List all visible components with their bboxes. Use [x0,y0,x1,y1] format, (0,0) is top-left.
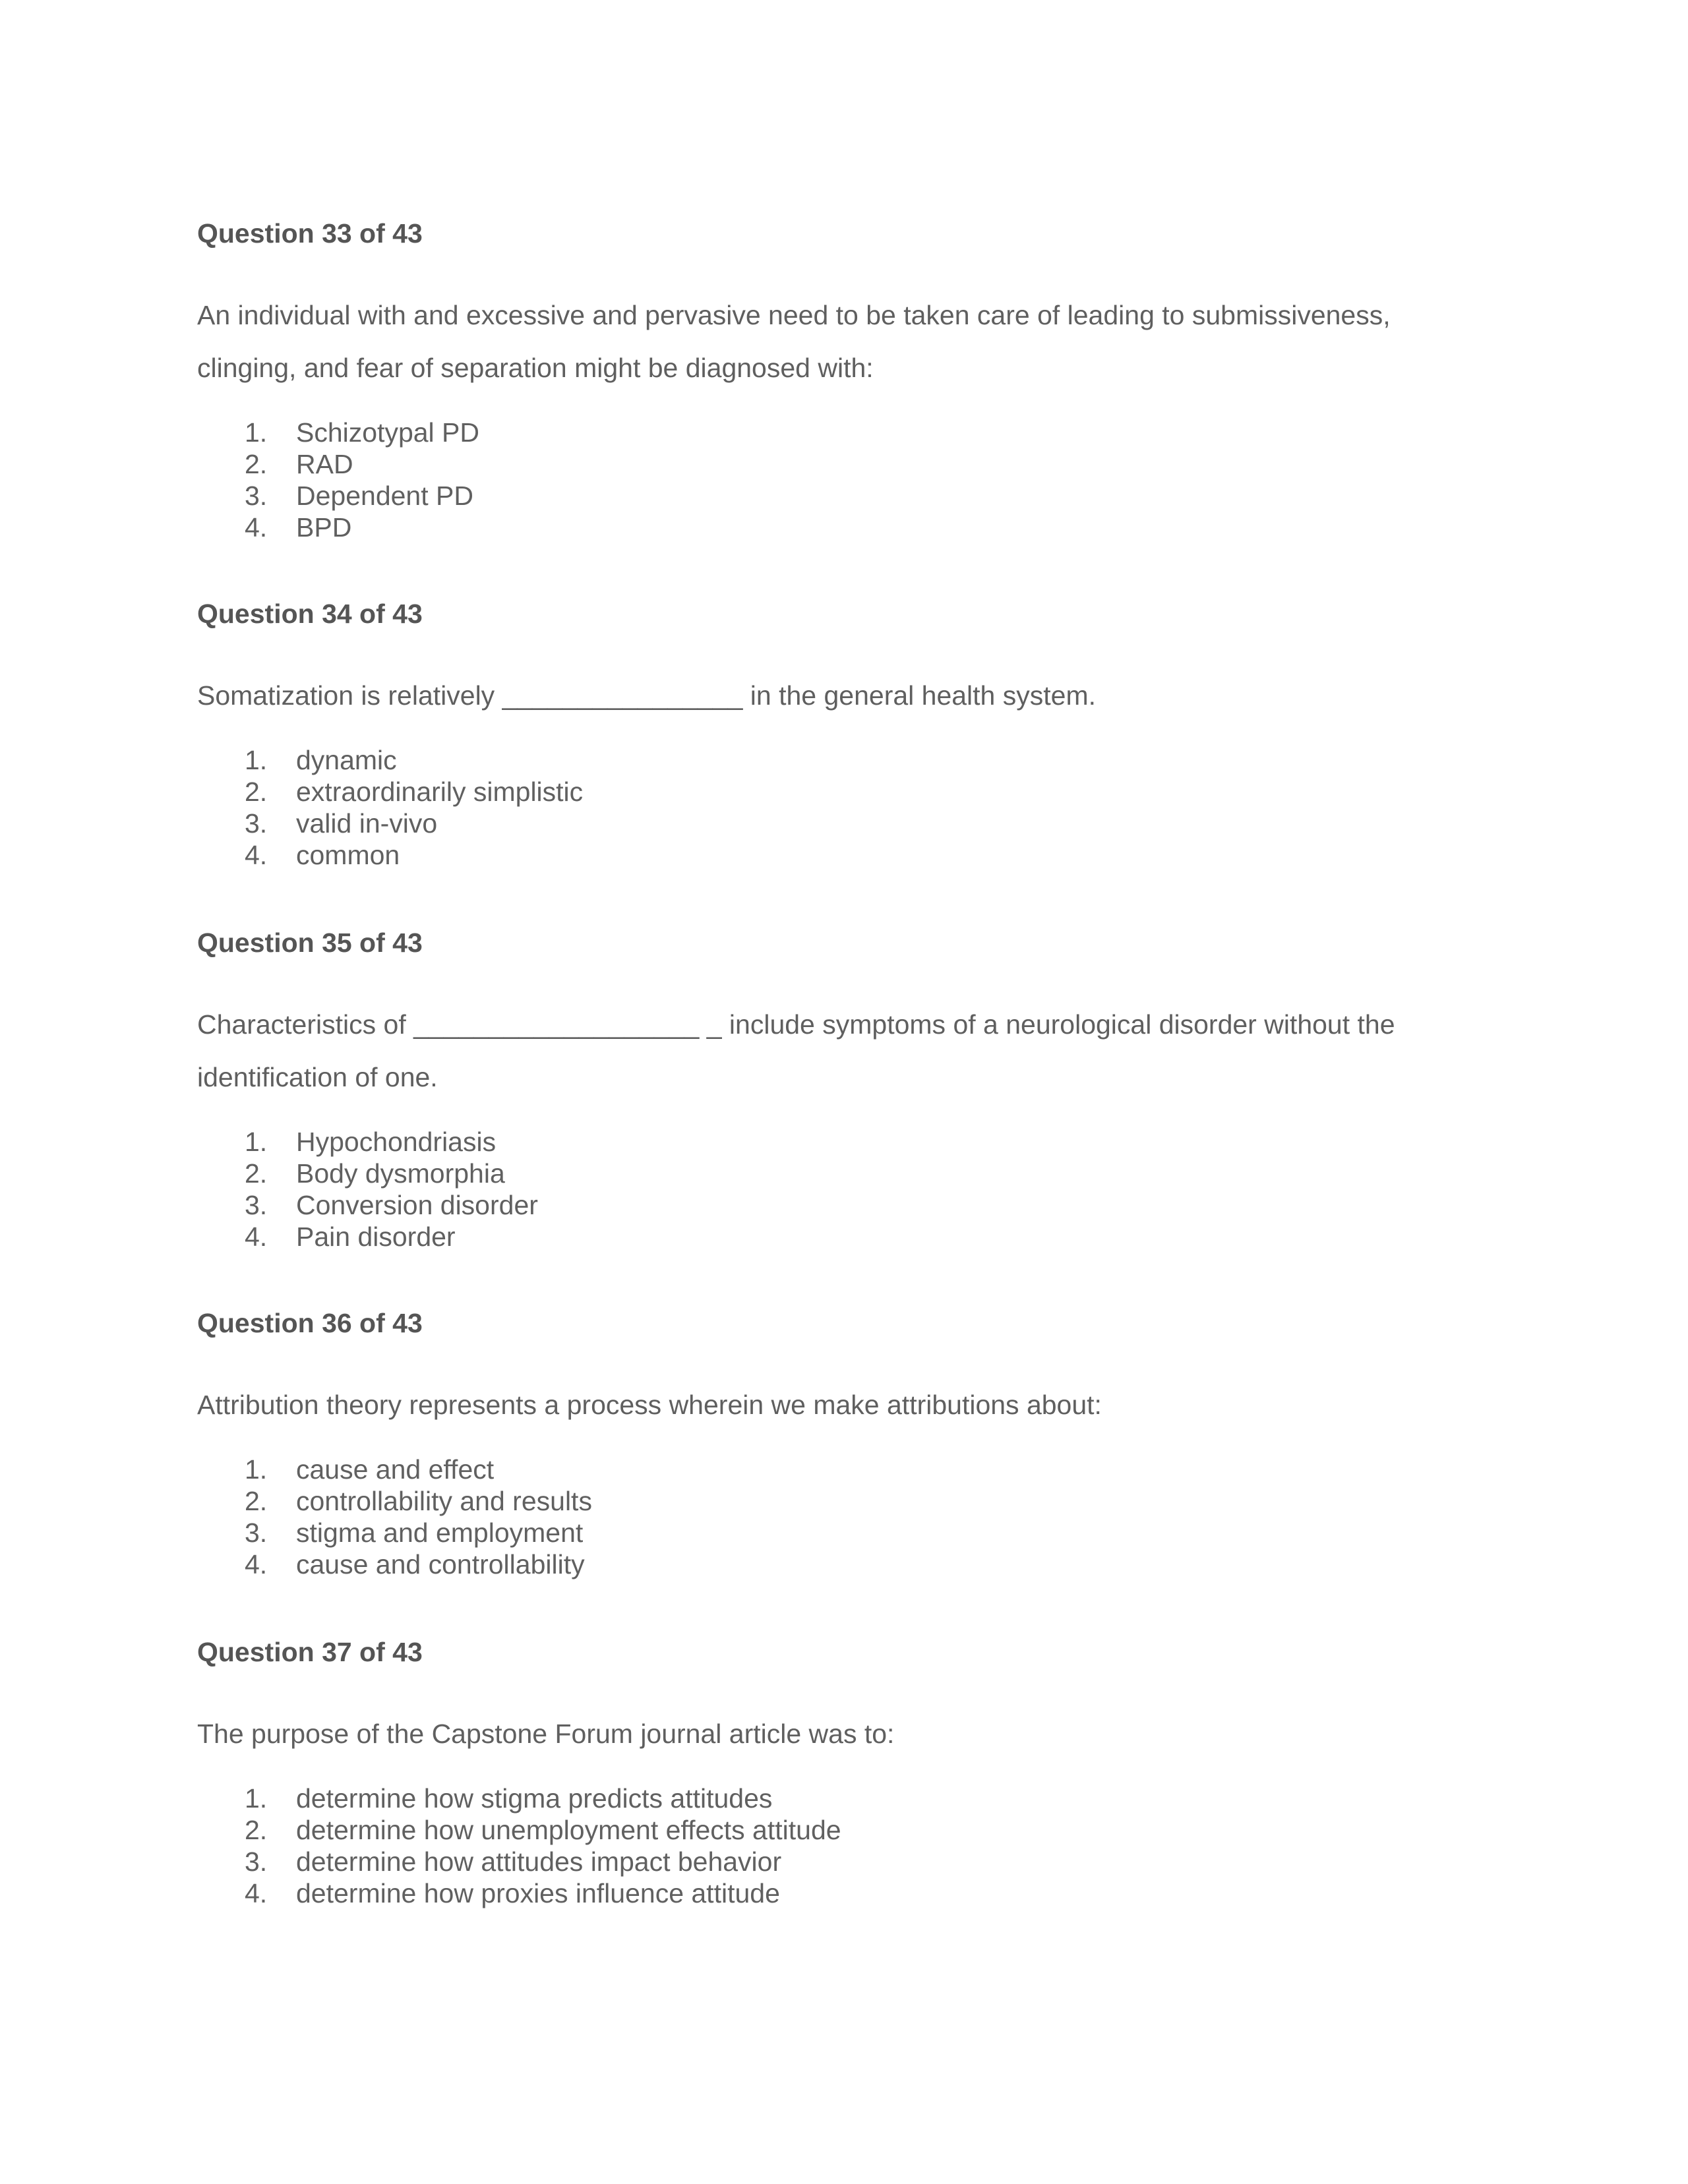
question-text-line: An individual with and excessive and pervasive need to be taken care of leading to submissiveness, [197,300,1391,330]
answer-option [197,1485,1450,1517]
question-34 [197,598,1450,871]
answer-options [197,1454,1450,1580]
option-number: 1. [245,417,268,448]
question-title: Question 33 of 43 [197,218,423,249]
option-number: 2. [245,1486,268,1516]
question-text-line: clinging, and fear of separation might be diagnosed with: [197,353,874,383]
option-label: determine how attitudes impact behavior [296,1846,782,1877]
answer-option [197,1189,1450,1221]
question-text [197,669,1450,722]
answer-options [197,417,1450,543]
answer-option [197,776,1450,808]
question-33 [197,218,1450,543]
option-label: common [296,840,400,870]
option-label: extraordinarily simplistic [296,777,584,807]
question-text-line: identification of one. [197,1062,438,1092]
answer-options [197,744,1450,871]
question-title: Question 34 of 43 [197,599,423,629]
answer-option [197,1877,1450,1909]
question-35 [197,927,1450,1253]
question-text-line: Attribution theory represents a process wherein we make attributions about: [197,1390,1102,1420]
option-number: 2. [245,1815,268,1845]
answer-option [197,1549,1450,1580]
option-label: Conversion disorder [296,1190,538,1220]
answer-options [197,1783,1450,1909]
question-title: Question 35 of 43 [197,928,423,958]
option-number: 2. [245,1158,268,1189]
question-text [197,289,1450,394]
answer-option [197,417,1450,448]
question-text-line: Somatization is relatively ________________ in the general health system. [197,680,1096,711]
answer-option [197,744,1450,776]
question-37 [197,1636,1450,1909]
option-label: cause and controllability [296,1549,585,1579]
answer-option [197,1454,1450,1485]
option-label: Pain disorder [296,1222,456,1252]
answer-option [197,1783,1450,1814]
answer-option [197,839,1450,871]
option-label: cause and effect [296,1454,495,1485]
option-number: 1. [245,1454,268,1485]
answer-option [197,1126,1450,1158]
option-label: determine how unemployment effects attitude [296,1815,841,1845]
option-number: 2. [245,777,268,807]
answer-option [197,808,1450,839]
option-number: 3. [245,1518,268,1548]
option-label: dynamic [296,745,397,775]
question-text-line: Characteristics of ___________________ _ include symptoms of a neurological disorder without the [197,1009,1395,1040]
answer-option [197,480,1450,512]
option-label: controllability and results [296,1486,592,1516]
question-title: Question 37 of 43 [197,1637,423,1667]
option-label: Dependent PD [296,481,473,511]
answer-options [197,1126,1450,1253]
option-number: 1. [245,1783,268,1814]
answer-option [197,448,1450,480]
option-number: 4. [245,1549,268,1579]
option-label: Body dysmorphia [296,1158,505,1189]
option-number: 2. [245,449,268,479]
option-label: determine how proxies influence attitude [296,1878,780,1908]
answer-option [197,1814,1450,1846]
question-title: Question 36 of 43 [197,1308,423,1338]
answer-option [197,1221,1450,1253]
option-label: determine how stigma predicts attitudes [296,1783,773,1814]
option-number: 4. [245,1222,268,1252]
answer-option [197,1846,1450,1877]
option-number: 3. [245,481,268,511]
option-number: 4. [245,512,268,543]
option-number: 4. [245,840,268,870]
question-text [197,1378,1450,1431]
question-36 [197,1307,1450,1580]
question-text [197,1707,1450,1760]
answer-option [197,1517,1450,1549]
option-label: valid in-vivo [296,808,438,839]
option-number: 1. [245,1127,268,1157]
option-label: stigma and employment [296,1518,584,1548]
question-text [197,998,1450,1104]
question-text-line: The purpose of the Capstone Forum journal article was to: [197,1719,895,1749]
option-number: 1. [245,745,268,775]
answer-option [197,1158,1450,1189]
option-number: 3. [245,1190,268,1220]
option-number: 4. [245,1878,268,1908]
answer-option [197,512,1450,543]
option-label: Schizotypal PD [296,417,480,448]
option-number: 3. [245,808,268,839]
option-label: Hypochondriasis [296,1127,497,1157]
option-label: BPD [296,512,352,543]
option-label: RAD [296,449,353,479]
option-number: 3. [245,1846,268,1877]
